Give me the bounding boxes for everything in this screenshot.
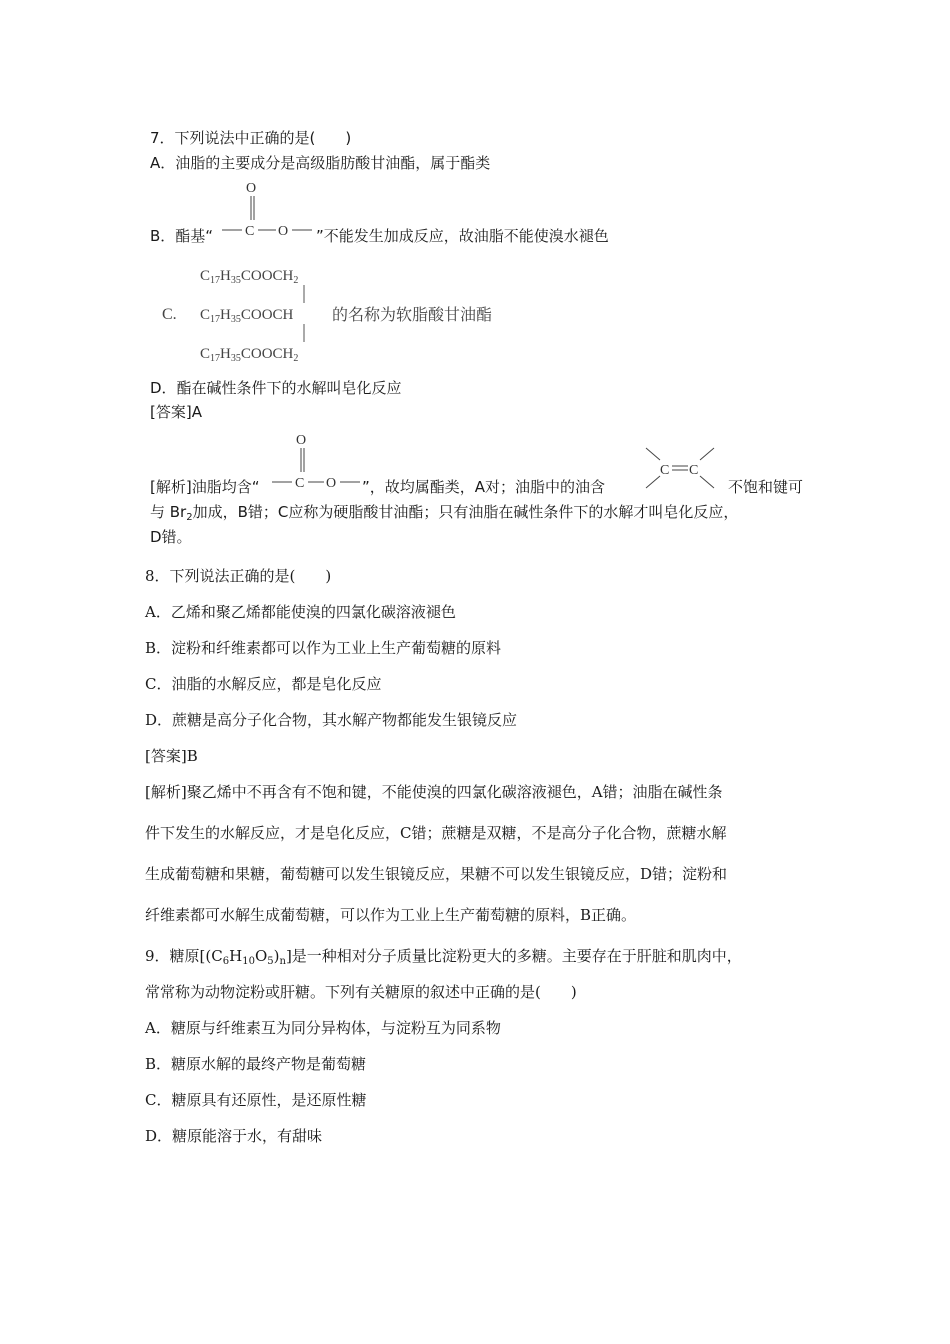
q8-stem: 8．下列说法正确的是( ) (145, 567, 332, 585)
q8-analysis-line-4: 纤维素都可水解生成葡萄糖，可以作为工业上生产葡萄糖的原料，B正确。 (145, 906, 637, 924)
analysis-ester-carbonyl-o: O (296, 433, 307, 448)
q9-stem-line-2: 常常称为动物淀粉或肝糖。下列有关糖原的叙述中正确的是( ) (145, 983, 577, 1001)
q7-option-c-name: 的名称为软脂酸甘油酯 (332, 305, 493, 324)
q8-option-a: A．乙烯和聚乙烯都能使溴的四氯化碳溶液褪色 (145, 603, 456, 621)
ester-oxygen: O (278, 224, 289, 239)
q7-option-d: D．酯在碱性条件下的水解叫皂化反应 (150, 379, 402, 397)
svg-text:C: C (660, 463, 670, 478)
q7-analysis-line-3: D错。 (150, 528, 192, 546)
q9-option-b: B．糖原水解的最终产物是葡萄糖 (145, 1055, 367, 1073)
triglyceride-row-3: $C_{17}H_{35}COOCH_2$ (200, 346, 299, 364)
analysis-ester-carbon: C (295, 476, 305, 491)
q8-answer: [答案]B (145, 747, 198, 765)
q7-analysis-end: 不饱和键可 (728, 478, 804, 496)
ester-carbonyl-o: O (246, 181, 257, 196)
q7-stem: 7．下列说法中正确的是( ) (150, 129, 352, 147)
q7-analysis-line-2: 与 $Br_2$加成，B错；C应称为硬脂酸甘油酯；只有油脂在碱性条件下的水解才叫皂化反应， (150, 503, 739, 523)
q7-analysis-prefix: [解析]油脂均含“ (150, 478, 260, 496)
q7-option-b-prefix: B．酯基“ (150, 227, 214, 245)
q9-option-a: A．糖原与纤维素互为同分异构体，与淀粉互为同系物 (145, 1019, 501, 1037)
alkene-double-bond-structure (640, 446, 720, 498)
q8-analysis-line-2: 件下发生的水解反应，才是皂化反应，C错；蔗糖是双糖，不是高分子化合物，蔗糖水解 (145, 824, 727, 842)
triglyceride-bond-2 (303, 324, 307, 348)
q8-analysis-line-3: 生成葡萄糖和果糖，葡萄糖可以发生银镜反应，果糖不可以发生银镜反应，D错；淀粉和 (145, 865, 728, 883)
triglyceride-bond-1 (303, 285, 307, 309)
triglyceride-row-1: $C_{17}H_{35}COOCH_2$ (200, 268, 299, 286)
ester-group-structure-b (218, 178, 318, 252)
ester-group-structure-analysis (266, 430, 366, 504)
q9-option-c: C．糖原具有还原性，是还原性糖 (145, 1091, 367, 1109)
q7-analysis-mid: ”，故均属酯类，A对；油脂中的油含 (362, 478, 606, 496)
q9-stem-line-1: 9．糖原$[(C_6H_{10}O_5)_n]$是一种相对分子质量比淀粉更大的多糖。主要存在于肝脏和肌肉中， (145, 947, 742, 967)
q7-option-c-label: C. (162, 306, 177, 323)
q8-analysis-line-1: [解析]聚乙烯中不再含有不饱和键，不能使溴的四氯化碳溶液褪色，A错；油脂在碱性条 (145, 783, 723, 801)
q8-option-d: D．蔗糖是高分子化合物，其水解产物都能发生银镜反应 (145, 711, 518, 729)
triglyceride-row-2: $C_{17}H_{35}COOCH$ (200, 307, 294, 325)
q9-option-d: D．糖原能溶于水，有甜味 (145, 1127, 323, 1145)
q8-option-b: B．淀粉和纤维素都可以作为工业上生产葡萄糖的原料 (145, 639, 502, 657)
q7-option-a: A．油脂的主要成分是高级脂肪酸甘油酯，属于酯类 (150, 154, 491, 172)
ester-carbon: C (245, 224, 255, 239)
q8-option-c: C．油脂的水解反应，都是皂化反应 (145, 675, 382, 693)
q7-option-b-suffix: ”不能发生加成反应，故油脂不能使溴水褪色 (316, 227, 609, 245)
svg-text:C: C (689, 463, 699, 478)
q7-answer: [答案]A (150, 403, 202, 421)
analysis-ester-oxygen: O (326, 476, 337, 491)
